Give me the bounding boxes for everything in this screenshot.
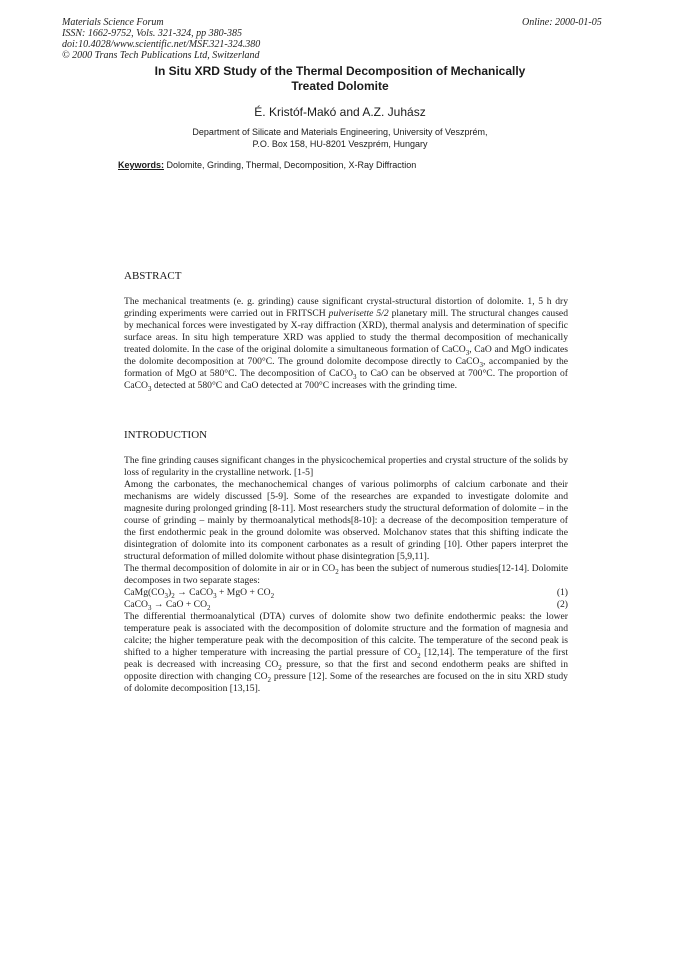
- subscript: 3: [353, 372, 357, 381]
- equation-2: [124, 599, 568, 611]
- intro-paragraph-1: The fine grinding causes significant changes in the physicochemical properties and crystal structure of the solids by loss of regularity in the crystalline network. [1-5]: [124, 455, 568, 478]
- journal-header: [62, 17, 260, 61]
- keywords-label: Keywords:: [118, 160, 165, 170]
- subscript: 2: [278, 663, 282, 672]
- abstract-text: planetary mill. The structural changes caused by mechanical forces were investigated by X-ray diffraction (XRD), thermal analysis and determination of specific surface areas. In situ high temperature XRD was applied to study the thermal decomposition of mechanically treated dolomite. In the case of the original dolomite a simultaneous formation of CaCO: [124, 308, 568, 355]
- intro-paragraph-2: Among the carbonates, the mechanochemical changes of various polimorphs of calcium carbonate and their mechanisms are widely discussed [5-9]. Some of the researches are expanded to investigate dolomite and magnesite during prolonged grinding [8-11]. Most researchers study the structural deformation of dolomite – in the course of grinding – mainly by thermoanalytical methods[8-10]: a decrease of the decomposition temperature of the first endothermic peak in the ground dolomite was observed. Molchanov states that this shifting indicate the disintegration of dolomite into its component carbonates as a result of grinding [10]. Other papers interpret the structural deformation of milled dolomite without phase disintegration [5,9,11].: [124, 479, 568, 562]
- keywords: [118, 160, 416, 170]
- intro-text: The differential thermoanalytical (DTA) curves of dolomite show two definite endothermic peaks: the lower temperature peak is associated with the decomposition of dolomite structure and the formation of magnesia and calcite; the higher temperature peak with the decomposition of this calcite. The temperature of the second peak is shifted to a higher temperature with increasing the partial pressure of CO: [124, 611, 568, 658]
- intro-paragraph-3: [124, 563, 568, 587]
- abstract-body: [124, 296, 568, 392]
- keywords-text: Dolomite, Grinding, Thermal, Decomposition, X-Ray Diffraction: [166, 160, 417, 170]
- subscript: 3: [213, 591, 217, 600]
- abstract-heading: ABSTRACT: [124, 270, 182, 282]
- intro-text: [12,14]. The temperature of the first peak is decreased with increasing CO: [124, 647, 568, 670]
- subscript: 3: [147, 603, 152, 612]
- eq-text: → CaO + CO: [151, 599, 207, 610]
- eq-text: CaCO: [124, 599, 148, 610]
- abstract-text: to CaO can be observed at 700°C. The proportion of CaCO: [124, 368, 568, 391]
- eq-text: + MgO + CO: [216, 587, 271, 598]
- intro-text: The thermal decomposition of dolomite in air or in CO: [124, 563, 336, 574]
- journal-name: Materials Science Forum: [62, 17, 164, 28]
- journal-issn: ISSN: 1662-9752, Vols. 321-324, pp 380-385: [62, 28, 242, 39]
- abstract-text: The mechanical treatments (e. g. grinding) cause significant crystal-structural distortion of dolomite. 1, 5 h dry grinding experiments were carried out in FRITSCH: [124, 296, 568, 319]
- paper-authors: É. Kristóf-Makó and A.Z. Juhász: [254, 105, 426, 119]
- equation-1-formula: [124, 587, 274, 599]
- affiliation-line-2: P.O. Box 158, HU-8201 Veszprém, Hungary: [252, 139, 428, 149]
- subscript: 3: [164, 591, 169, 600]
- online-date: Online: 2000-01-05: [522, 17, 602, 28]
- subscript: 2: [207, 603, 211, 612]
- intro-text: has been the subject of numerous studies[12-14]. Dolomite decomposes in two separate stages:: [124, 563, 568, 586]
- subscript: 2: [267, 675, 272, 684]
- introduction-heading: INTRODUCTION: [124, 429, 208, 441]
- subscript: 3: [147, 384, 152, 393]
- journal-copyright: © 2000 Trans Tech Publications Ltd, Switzerland: [62, 50, 260, 61]
- intro-paragraph-4: [124, 611, 568, 695]
- eq-text: CaMg(CO: [124, 587, 165, 598]
- abstract-text: , accompanied by the formation of MgO at 580°C. The decomposition of CaCO: [124, 356, 568, 379]
- subscript: 3: [465, 348, 470, 357]
- subscript: 2: [171, 591, 175, 600]
- paper-title: [90, 64, 590, 94]
- equation-1-number: (1): [556, 587, 568, 598]
- subscript: 3: [479, 360, 483, 369]
- introduction-body: [124, 455, 568, 695]
- author-affiliation: [90, 126, 590, 150]
- subscript: 2: [417, 651, 421, 660]
- abstract-mill-model: pulverisette 5/2: [328, 308, 389, 319]
- journal-doi: doi:10.4028/www.scientific.net/MSF.321-324.380: [62, 39, 261, 50]
- eq-text: ): [168, 587, 172, 598]
- equation-2-number: (2): [556, 599, 568, 610]
- subscript: 2: [270, 591, 275, 600]
- intro-text: pressure, so that the first and second endotherm peaks are shifted in opposite direction with changing CO: [124, 659, 568, 682]
- abstract-text: , CaO and MgO indicates the dolomite decomposition at 700°C. The ground dolomite decompose directly to CaCO: [124, 344, 568, 367]
- intro-text: pressure [12]. Some of the researches are focused on the in situ XRD study of dolomite decomposition [13,15].: [124, 671, 568, 694]
- affiliation-line-1: Department of Silicate and Materials Engineering, University of Veszprém,: [192, 127, 488, 137]
- equation-2-formula: [124, 599, 211, 611]
- abstract-text: detected at 580°C and CaO detected at 700°C increases with the grinding time.: [151, 380, 458, 391]
- paper-title-line-1: In Situ XRD Study of the Thermal Decomposition of Mechanically: [154, 64, 526, 78]
- eq-text: → CaCO: [174, 587, 214, 598]
- paper-title-line-2: Treated Dolomite: [291, 79, 389, 93]
- subscript: 2: [335, 567, 339, 576]
- equation-1: [124, 587, 568, 599]
